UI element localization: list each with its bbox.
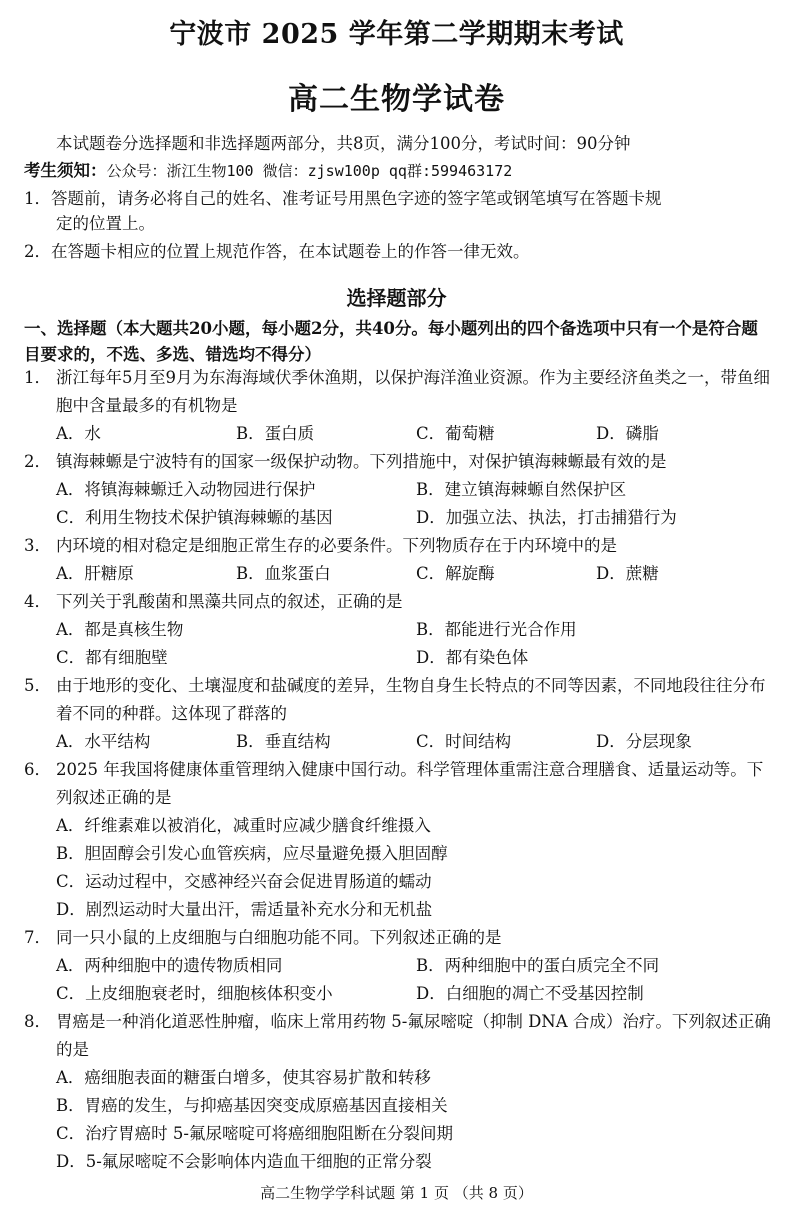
option-b: B．血浆蛋白 — [236, 564, 331, 583]
options-row — [24, 616, 774, 644]
notice-line — [24, 159, 512, 183]
option-a: A．将镇海棘螈迁入动物园进行保护 — [56, 480, 316, 499]
options-row — [24, 1092, 774, 1120]
options-row — [24, 952, 774, 980]
question-text: 胃癌是一种消化道恶性肿瘤，临床上常用药物 5-氟尿嘧啶（抑制 DNA 合成）治疗。下列叙述正确的是 — [56, 1012, 771, 1059]
option-b: B．蛋白质 — [236, 424, 315, 443]
option-c: C．利用生物技术保护镇海棘螈的基因 — [56, 508, 333, 527]
option-a: A．癌细胞表面的糖蛋白增多，使其容易扩散和转移 — [56, 1068, 431, 1087]
option-d: D．磷脂 — [596, 424, 659, 443]
options-row — [24, 812, 774, 840]
options-row — [24, 1064, 774, 1092]
options-row — [24, 560, 774, 588]
question-stem — [24, 756, 774, 812]
option-a: A．水 — [56, 424, 101, 443]
question-text: 同一只小鼠的上皮细胞与白细胞功能不同。下列叙述正确的是 — [56, 928, 502, 947]
question-5 — [24, 672, 774, 756]
options-row — [24, 420, 774, 448]
option-c: C．时间结构 — [416, 732, 512, 751]
section-title: 选择题部分 — [346, 286, 447, 310]
option-a: A．都是真核生物 — [56, 620, 184, 639]
options-row — [24, 980, 774, 1008]
question-text: 浙江每年5月至9月为东海海域伏季休渔期，以保护海洋渔业资源。作为主要经济鱼类之一，带鱼细胞中含量最多的有机物是 — [56, 368, 770, 415]
question-text: 镇海棘螈是宁波特有的国家一级保护动物。下列措施中，对保护镇海棘螈最有效的是 — [56, 452, 667, 471]
question-7 — [24, 924, 774, 1008]
question-text: 2025 年我国将健康体重管理纳入健康中国行动。科学管理体重需注意合理膳食、适量运动等。下列叙述正确的是 — [56, 760, 764, 807]
exam-intro: 本试题卷分选择题和非选择题两部分，共8页，满分100分，考试时间：90分钟 — [56, 134, 631, 153]
option-b: B．胃癌的发生，与抑癌基因突变成原癌基因直接相关 — [56, 1096, 448, 1115]
question-text: 由于地形的变化、土壤湿度和盐碱度的差异，生物自身生长特点的不同等因素，不同地段往往分布着不同的种群。这体现了群落的 — [56, 676, 766, 723]
option-c: C．解旋酶 — [416, 564, 495, 583]
option-b: B．两种细胞中的蛋白质完全不同 — [416, 956, 660, 975]
option-a: A．纤维素难以被消化，减重时应减少膳食纤维摄入 — [56, 816, 431, 835]
option-d: D．白细胞的凋亡不受基因控制 — [416, 984, 644, 1003]
options-row — [24, 728, 774, 756]
question-number: 4． — [24, 592, 51, 611]
option-b: B．都能进行光合作用 — [416, 620, 577, 639]
option-c: C．都有细胞壁 — [56, 648, 168, 667]
question-stem — [24, 364, 774, 420]
question-stem — [24, 448, 774, 476]
question-number: 8． — [24, 1012, 51, 1031]
option-b: B．垂直结构 — [236, 732, 331, 751]
option-d: D．加强立法、执法，打击捕猎行为 — [416, 508, 677, 527]
question-stem — [24, 1008, 774, 1064]
option-d: D．蔗糖 — [596, 564, 659, 583]
question-stem — [24, 532, 774, 560]
option-c: C．葡萄糖 — [416, 424, 495, 443]
option-a: A．两种细胞中的遗传物质相同 — [56, 956, 283, 975]
question-8 — [24, 1008, 774, 1176]
notice-item-2: 2．在答题卡相应的位置上规范作答，在本试题卷上的作答一律无效。 — [24, 242, 530, 261]
part-heading: 一、选择题（本大题共20小题，每小题2分，共40分。每小题列出的四个备选项中只有一个是符合题目要求的，不选、多选、错选均不得分） — [24, 319, 758, 364]
notice-item-1-cont: 定的位置上。 — [56, 214, 155, 233]
options-row — [24, 868, 774, 896]
option-d: D．都有染色体 — [416, 648, 529, 667]
options-row — [24, 1120, 774, 1148]
options-row — [24, 504, 774, 532]
notice-label: 考生须知： — [24, 161, 107, 180]
notice-item-1: 1．答题前，请务必将自己的姓名、准考证号用黑色字迹的签字笔或钢笔填写在答题卡规 — [24, 189, 662, 208]
question-number: 6． — [24, 760, 51, 779]
question-text: 下列关于乳酸菌和黑藻共同点的叙述，正确的是 — [56, 592, 403, 611]
option-b: B．建立镇海棘螈自然保护区 — [416, 480, 627, 499]
option-a: A．肝糖原 — [56, 564, 134, 583]
option-c: C．上皮细胞衰老时，细胞核体积变小 — [56, 984, 333, 1003]
option-c: C．治疗胃癌时 5-氟尿嘧啶可将癌细胞阻断在分裂间期 — [56, 1124, 453, 1143]
question-stem — [24, 924, 774, 952]
question-6 — [24, 756, 774, 924]
option-c: C．运动过程中，交感神经兴奋会促进胃肠道的蠕动 — [56, 872, 432, 891]
exam-title: 宁波市 2025 学年第二学期期末考试 — [169, 19, 624, 50]
question-1 — [24, 364, 774, 448]
option-d: D．5-氟尿嘧啶不会影响体内造血干细胞的正常分裂 — [56, 1152, 432, 1171]
notice-contact: 公众号：浙江生物100 微信：zjsw100p qq群:599463172 — [106, 162, 513, 180]
question-4 — [24, 588, 774, 672]
options-row — [24, 1148, 774, 1176]
options-row — [24, 476, 774, 504]
question-stem — [24, 672, 774, 728]
question-text: 内环境的相对稳定是细胞正常生存的必要条件。下列物质存在于内环境中的是 — [56, 536, 617, 555]
options-row — [24, 840, 774, 868]
option-a: A．水平结构 — [56, 732, 151, 751]
question-number: 5． — [24, 676, 51, 695]
option-d: D．分层现象 — [596, 732, 692, 751]
option-b: B．胆固醇会引发心血管疾病，应尽量避免摄入胆固醇 — [56, 844, 448, 863]
question-2 — [24, 448, 774, 532]
question-stem — [24, 588, 774, 616]
question-3 — [24, 532, 774, 588]
question-number: 1． — [24, 368, 51, 387]
option-d: D．剧烈运动时大量出汗，需适量补充水分和无机盐 — [56, 900, 433, 919]
options-row — [24, 644, 774, 672]
exam-subtitle: 高二生物学试卷 — [288, 82, 505, 117]
options-row — [24, 896, 774, 924]
question-number: 2． — [24, 452, 51, 471]
page-footer: 高二生物学学科试题 第 1 页 （共 8 页） — [260, 1184, 533, 1202]
question-number: 3． — [24, 536, 51, 555]
question-number: 7． — [24, 928, 51, 947]
